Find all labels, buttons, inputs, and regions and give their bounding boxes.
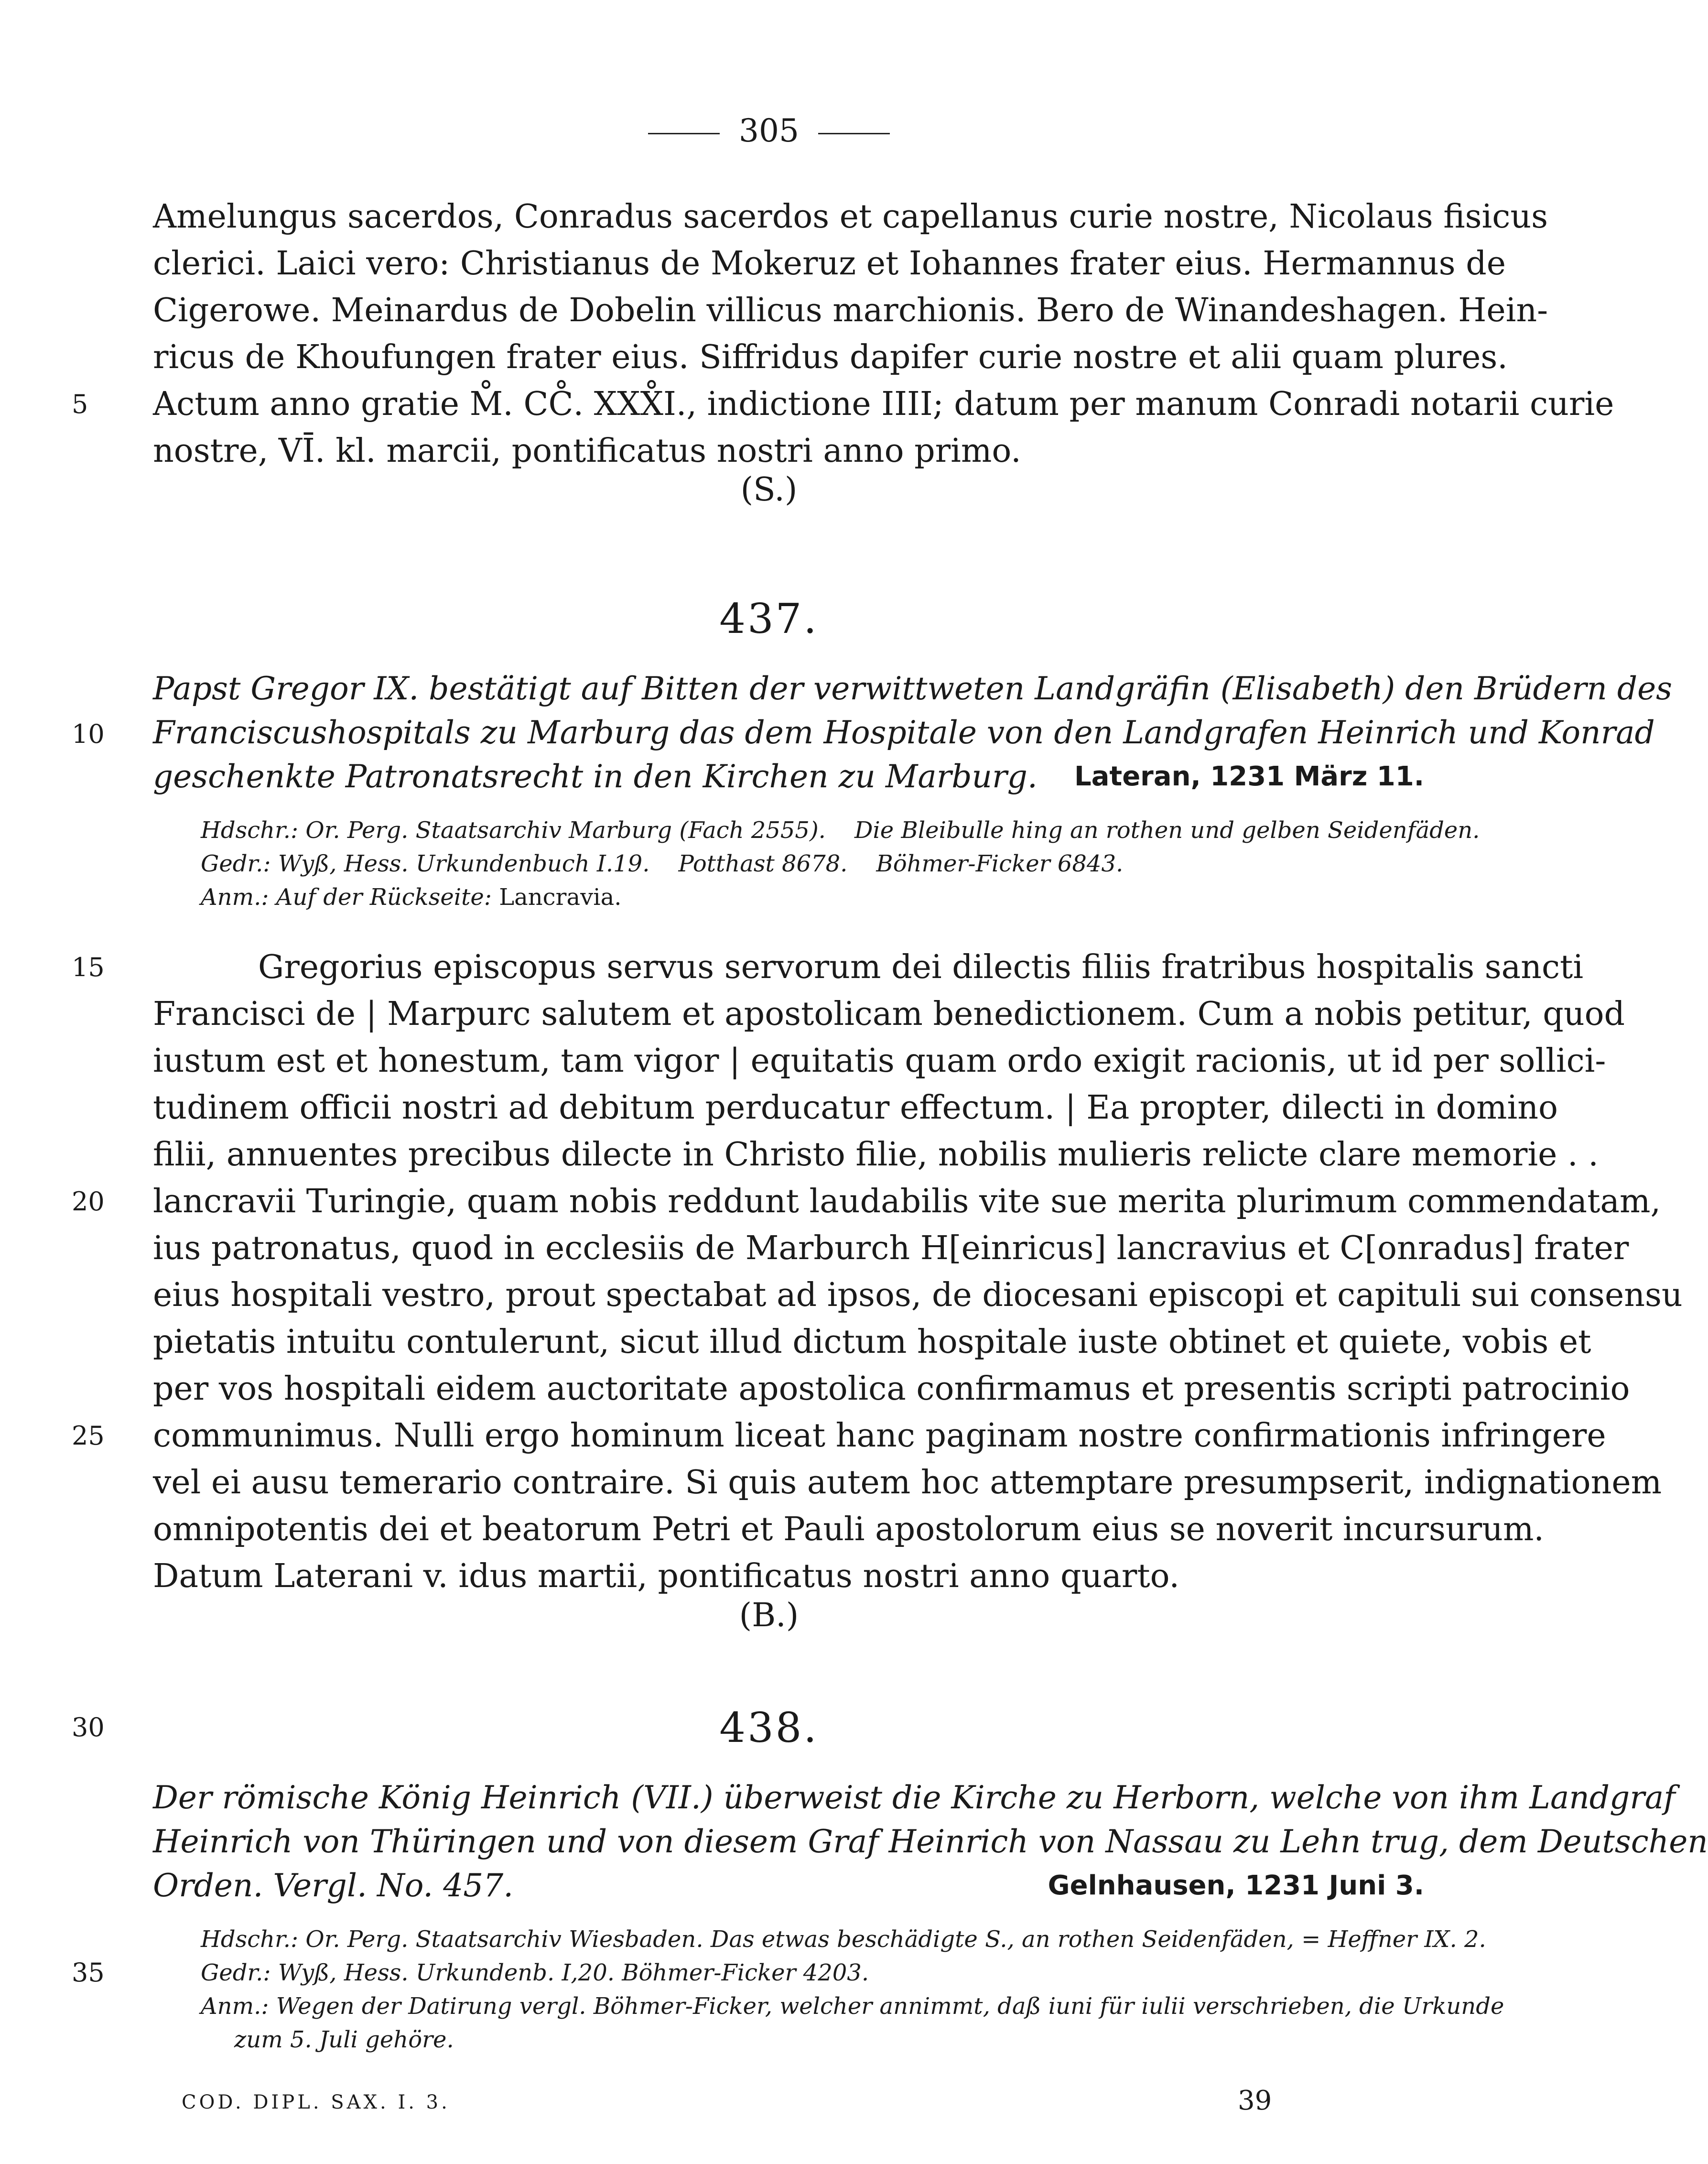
note-line: Anm.: Wegen der Datirung vergl. Böhmer-Ficker, welcher annimmt, daß iuni für iulii verschrieben, die Urkunde — [201, 1993, 1504, 2020]
body-line: Actum anno gratie M̊. CC̊. XXX̊I., indictione IIII; datum per manum Conradi notarii curie — [153, 385, 1614, 423]
line-number: 20 — [72, 1186, 105, 1217]
document-number: 437. — [719, 595, 819, 643]
page-header — [0, 112, 1538, 149]
note-text: Potthast 8678. — [678, 850, 848, 877]
document-number: 438. — [719, 1704, 819, 1752]
document-date: Gelnhausen, 1231 Juni 3. — [1048, 1870, 1424, 1901]
body-line: iustum est et honestum, tam vigor | equitatis quam ordo exigit racionis, ut id per sollici- — [153, 1042, 1606, 1080]
note-text: Hdschr.: Or. Perg. Staatsarchiv Marburg (Fach 2555). — [201, 817, 826, 844]
line-number: 25 — [72, 1421, 105, 1451]
note-text: Gedr.: Wyß, Hess. Urkundenbuch I.19. — [201, 850, 650, 877]
note-text: Anm.: Auf der Rückseite: — [201, 884, 492, 911]
page-number: 305 — [739, 112, 799, 149]
footer-signature: COD. DIPL. SAX. I. 3. — [182, 2091, 450, 2113]
body-line: ius patronatus, quod in ecclesiis de Marburch H[einricus] lancravius et C[onradus] frater — [153, 1229, 1629, 1267]
body-line: omnipotentis dei et beatorum Petri et Pauli apostolorum eius se noverit incursurum. — [153, 1511, 1545, 1548]
body-line: pietatis intuitu contulerunt, sicut illud dictum hospitale iuste obtinet et quiete, vobis et — [153, 1323, 1591, 1361]
note-text: Die Bleibulle hing an rothen und gelben Seidenfäden. — [854, 817, 1480, 844]
note-line — [201, 847, 1424, 881]
body-line: nostre, VĪ. kl. marcii, pontificatus nostri anno primo. — [153, 432, 1021, 470]
body-line: Francisci de | Marpurc salutem et apostolicam benedictionem. Cum a nobis petitur, quod — [153, 995, 1625, 1033]
note-text: Lancravia. — [499, 884, 622, 911]
regest-line — [153, 1864, 1424, 1908]
regest-line — [153, 755, 1424, 799]
body-line: Gregorius episcopus servus servorum dei dilectis filiis fratribus hospitalis sancti — [258, 948, 1584, 986]
document-date: Lateran, 1231 März 11. — [1074, 761, 1424, 792]
seal-mark: (B.) — [739, 1597, 799, 1634]
body-line: filii, annuentes precibus dilecte in Christo filie, nobilis mulieris relicte clare memorie . . — [153, 1136, 1599, 1174]
line-number: 35 — [72, 1957, 105, 1988]
body-line: Datum Laterani v. idus martii, pontificatus nostri anno quarto. — [153, 1557, 1180, 1595]
body-line: Amelungus sacerdos, Conradus sacerdos et capellanus curie nostre, Nicolaus fisicus — [153, 198, 1548, 236]
regest-text: Orden. Vergl. No. 457. — [153, 1867, 514, 1904]
note-line: Gedr.: Wyß, Hess. Urkundenb. I,20. Böhmer-Ficker 4203. — [201, 1959, 869, 1986]
header-rule-left — [648, 133, 720, 134]
line-number: 5 — [72, 389, 88, 419]
note-text: Böhmer-Ficker 6843. — [876, 850, 1124, 877]
regest-line: Franciscushospitals zu Marburg das dem Hospitale von den Landgrafen Heinrich und Konrad — [153, 714, 1655, 751]
regest-line: Heinrich von Thüringen und von diesem Graf Heinrich von Nassau zu Lehn trug, dem Deutschen — [153, 1823, 1708, 1860]
body-line: communimus. Nulli ergo hominum liceat hanc paginam nostre confirmationis infringere — [153, 1417, 1606, 1455]
body-line: vel ei ausu temerario contraire. Si quis autem hoc attemptare presumpserit, indignationem — [153, 1464, 1662, 1501]
footer-sheet-number: 39 — [1238, 2085, 1272, 2116]
body-line: tudinem officii nostri ad debitum perducatur effectum. | Ea propter, dilecti in domino — [153, 1089, 1558, 1127]
body-line: clerici. Laici vero: Christianus de Mokeruz et Iohannes frater eius. Hermannus de — [153, 245, 1506, 283]
line-number: 10 — [72, 719, 105, 749]
seal-mark: (S.) — [740, 471, 798, 509]
header-rule-right — [818, 133, 890, 134]
body-line: per vos hospitali eidem auctoritate apostolica confirmamus et presentis scripti patrocinio — [153, 1370, 1630, 1408]
note-line — [201, 881, 1424, 914]
regest-text: geschenkte Patronatsrecht in den Kirchen zu Marburg. — [153, 758, 1038, 795]
note-line — [201, 814, 1480, 847]
note-line: Hdschr.: Or. Perg. Staatsarchiv Wiesbaden. Das etwas beschädigte S., an rothen Seidenfäden, = Heffner IX. 2. — [201, 1926, 1486, 1953]
body-line: ricus de Khoufungen frater eius. Siffridus dapifer curie nostre et alii quam plures. — [153, 338, 1508, 376]
body-line: lancravii Turingie, quam nobis reddunt laudabilis vite sue merita plurimum commendatam, — [153, 1183, 1661, 1220]
body-line: Cigerowe. Meinardus de Dobelin villicus marchionis. Bero de Winandeshagen. Hein- — [153, 292, 1548, 329]
regest-line: Papst Gregor IX. bestätigt auf Bitten der verwittweten Landgräfin (Elisabeth) den Brüdern des — [153, 670, 1673, 707]
note-line: zum 5. Juli gehöre. — [234, 2026, 454, 2053]
line-number: 30 — [72, 1712, 105, 1742]
regest-line: Der römische König Heinrich (VII.) überweist die Kirche zu Herborn, welche von ihm Landgraf — [153, 1779, 1676, 1816]
line-number: 15 — [72, 952, 105, 982]
body-line: eius hospitali vestro, prout spectabat ad ipsos, de diocesani episcopi et capituli sui consensu — [153, 1276, 1683, 1314]
